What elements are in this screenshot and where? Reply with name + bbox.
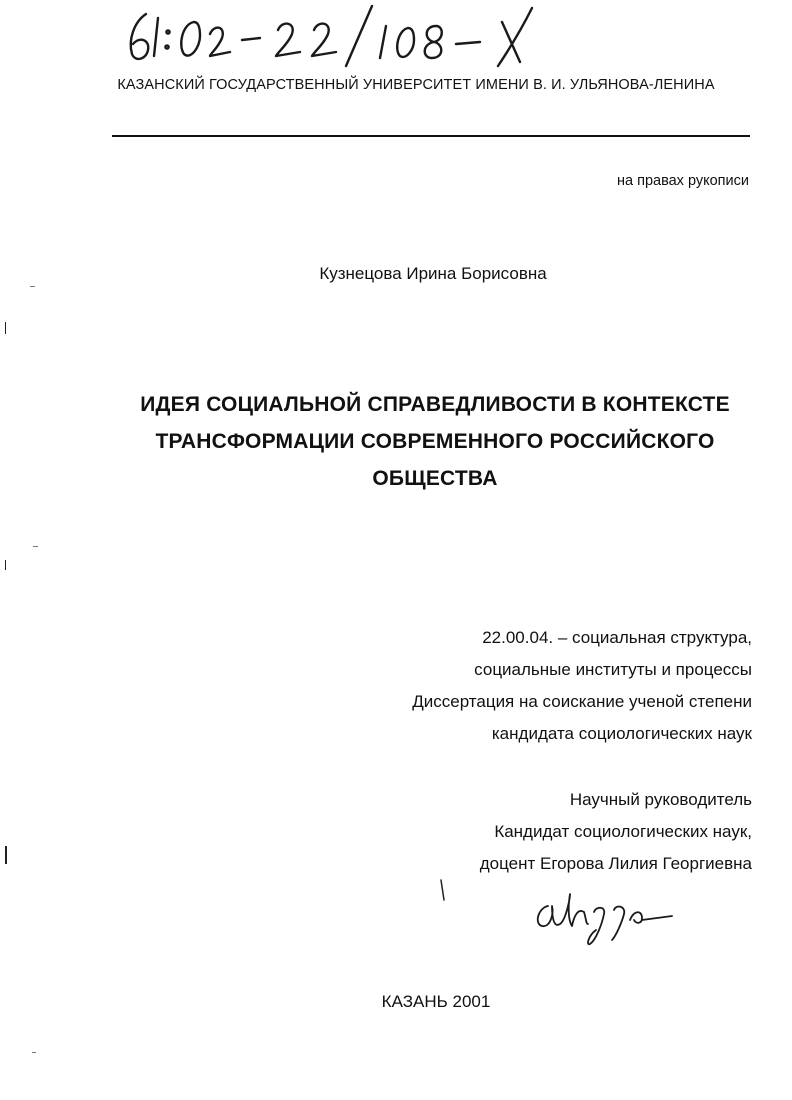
scan-artifact bbox=[5, 846, 7, 864]
title-line: ИДЕЯ СОЦИАЛЬНОЙ СПРАВЕДЛИВОСТИ В КОНТЕКСТЕ bbox=[140, 393, 730, 416]
scan-artifact bbox=[32, 1052, 36, 1053]
supervisor-signature bbox=[530, 880, 680, 950]
header-divider bbox=[112, 135, 750, 137]
scan-artifact bbox=[5, 322, 6, 334]
pen-mark bbox=[438, 878, 448, 904]
degree-line: Диссертация на соискание ученой степени bbox=[412, 692, 752, 711]
scan-artifact bbox=[30, 286, 35, 287]
dissertation-title bbox=[100, 386, 770, 497]
specialty-line: 22.00.04. – социальная структура, bbox=[482, 628, 752, 647]
supervisor-degree: Кандидат социологических наук, bbox=[494, 822, 752, 841]
author-name: Кузнецова Ирина Борисовна bbox=[319, 264, 547, 283]
degree-line: кандидата социологических наук bbox=[491, 724, 752, 743]
title-line: ОБЩЕСТВА bbox=[372, 467, 498, 490]
specialty-line: социальные институты и процессы bbox=[474, 660, 752, 679]
title-line: ТРАНСФОРМАЦИИ СОВРЕМЕННОГО РОССИЙСКОГО bbox=[155, 430, 715, 453]
scan-artifact bbox=[5, 560, 6, 570]
supervisor-block bbox=[480, 784, 752, 880]
supervisor-name: доцент Егорова Лилия Георгиевна bbox=[479, 854, 752, 873]
manuscript-note: на правах рукописи bbox=[617, 173, 749, 189]
handwritten-catalog-number bbox=[118, 0, 568, 70]
scan-artifact bbox=[33, 546, 38, 547]
supervisor-heading: Научный руководитель bbox=[569, 790, 752, 809]
university-name: КАЗАНСКИЙ ГОСУДАРСТВЕННЫЙ УНИВЕРСИТЕТ ИМЕНИ В. И. УЛЬЯНОВА-ЛЕНИНА bbox=[117, 77, 715, 93]
city-year: КАЗАНЬ 2001 bbox=[381, 992, 491, 1011]
specialty-block bbox=[412, 622, 752, 750]
